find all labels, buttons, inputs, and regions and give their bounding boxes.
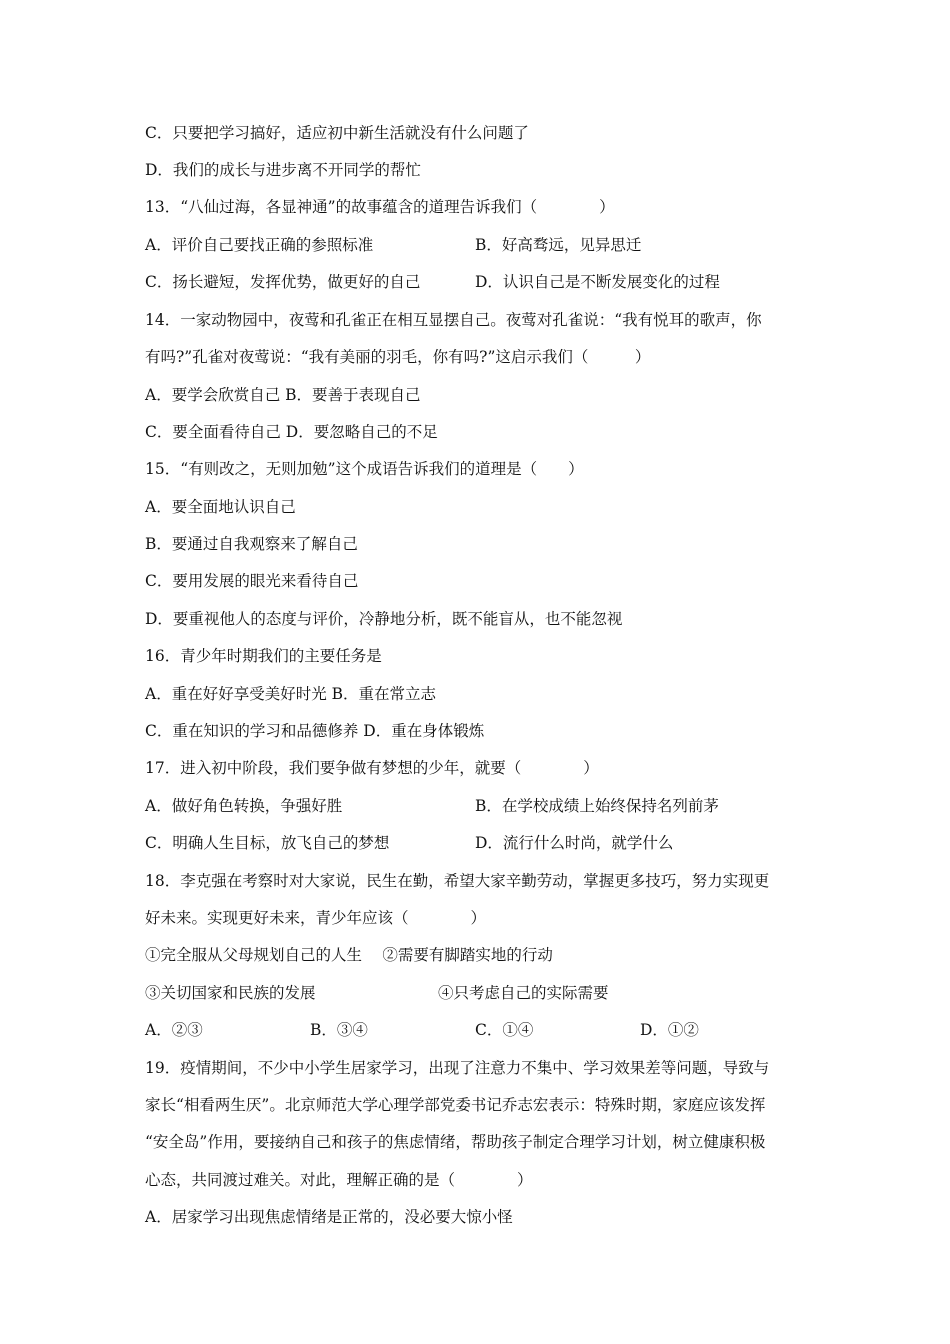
option-d-q12: D．我们的成长与进步离不开同学的帮忙: [145, 161, 421, 179]
question-15: 15．“有则改之，无则加勉”这个成语告诉我们的道理是（ ）: [145, 460, 584, 478]
question-19-line-3: “安全岛”作用，要接纳自己和孩子的焦虑情绪，帮助孩子制定合理学习计划，树立健康积极: [145, 1133, 766, 1151]
question-14-line-1: 14．一家动物园中，夜莺和孔雀正在相互显摆自己。夜莺对孔雀说：“我有悦耳的歌声，你: [145, 311, 762, 329]
q18-option-b: B．③④: [310, 1021, 368, 1039]
q18-option-c: C．①④: [475, 1021, 534, 1039]
question-19-line-2: 家长“相看两生厌”。北京师范大学心理学部党委书记乔志宏表示：特殊时期，家庭应该发挥: [145, 1096, 766, 1114]
question-16: 16．青少年时期我们的主要任务是: [145, 647, 382, 665]
question-14-line-2: 有吗?”孔雀对夜莺说：“我有美丽的羽毛，你有吗?”这启示我们（ ）: [145, 348, 651, 366]
q15-option-b: B．要通过自我观察来了解自己: [145, 535, 358, 553]
q15-option-c: C．要用发展的眼光来看待自己: [145, 572, 359, 590]
q18-option-a: A．②③: [145, 1021, 203, 1039]
q13-option-c: C．扬长避短，发挥优势，做更好的自己: [145, 273, 421, 291]
q17-option-d: D．流行什么时尚，就学什么: [475, 834, 674, 852]
q16-options-ab: A．重在好好享受美好时光 B．重在常立志: [145, 685, 437, 703]
q19-option-a: A．居家学习出现焦虑情绪是正常的，没必要大惊小怪: [145, 1208, 513, 1226]
q13-option-b: B．好高骛远，见异思迁: [475, 236, 642, 254]
q18-statements-1-2: ①完全服从父母规划自己的人生 ②需要有脚踏实地的行动: [145, 946, 553, 964]
q16-options-cd: C．重在知识的学习和品德修养 D．重在身体锻炼: [145, 722, 485, 740]
q13-option-d: D．认识自己是不断发展变化的过程: [475, 273, 720, 291]
q18-statement-4: ④只考虑自己的实际需要: [438, 984, 609, 1002]
question-18-line-1: 18．李克强在考察时对大家说，民生在勤，希望大家辛勤劳动，掌握更多技巧，努力实现更: [145, 872, 770, 890]
option-c-q12: C．只要把学习搞好，适应初中新生活就没有什么问题了: [145, 124, 529, 142]
q18-statement-3: ③关切国家和民族的发展: [145, 984, 316, 1002]
question-17: 17．进入初中阶段，我们要争做有梦想的少年，就要（ ）: [145, 759, 599, 777]
q17-option-c: C．明确人生目标，放飞自己的梦想: [145, 834, 390, 852]
q15-option-a: A．要全面地认识自己: [145, 498, 296, 516]
q17-option-b: B．在学校成绩上始终保持名列前茅: [475, 797, 719, 815]
question-19-line-4: 心态，共同渡过难关。对此，理解正确的是（ ）: [145, 1171, 533, 1189]
q17-option-a: A．做好角色转换，争强好胜: [145, 797, 343, 815]
question-13: 13．“八仙过海，各显神通”的故事蕴含的道理告诉我们（ ）: [145, 198, 615, 216]
q15-option-d: D．要重视他人的态度与评价，冷静地分析，既不能盲从，也不能忽视: [145, 610, 623, 628]
q14-options-cd: C．要全面看待自己 D．要忽略自己的不足: [145, 423, 438, 441]
question-19-line-1: 19．疫情期间，不少中小学生居家学习，出现了注意力不集中、学习效果差等问题，导致与: [145, 1059, 770, 1077]
question-18-line-2: 好未来。实现更好未来，青少年应该（ ）: [145, 909, 487, 927]
q13-option-a: A．评价自己要找正确的参照标准: [145, 236, 374, 254]
q18-option-d: D．①②: [640, 1021, 699, 1039]
q14-options-ab: A．要学会欣赏自己 B．要善于表现自己: [145, 386, 421, 404]
